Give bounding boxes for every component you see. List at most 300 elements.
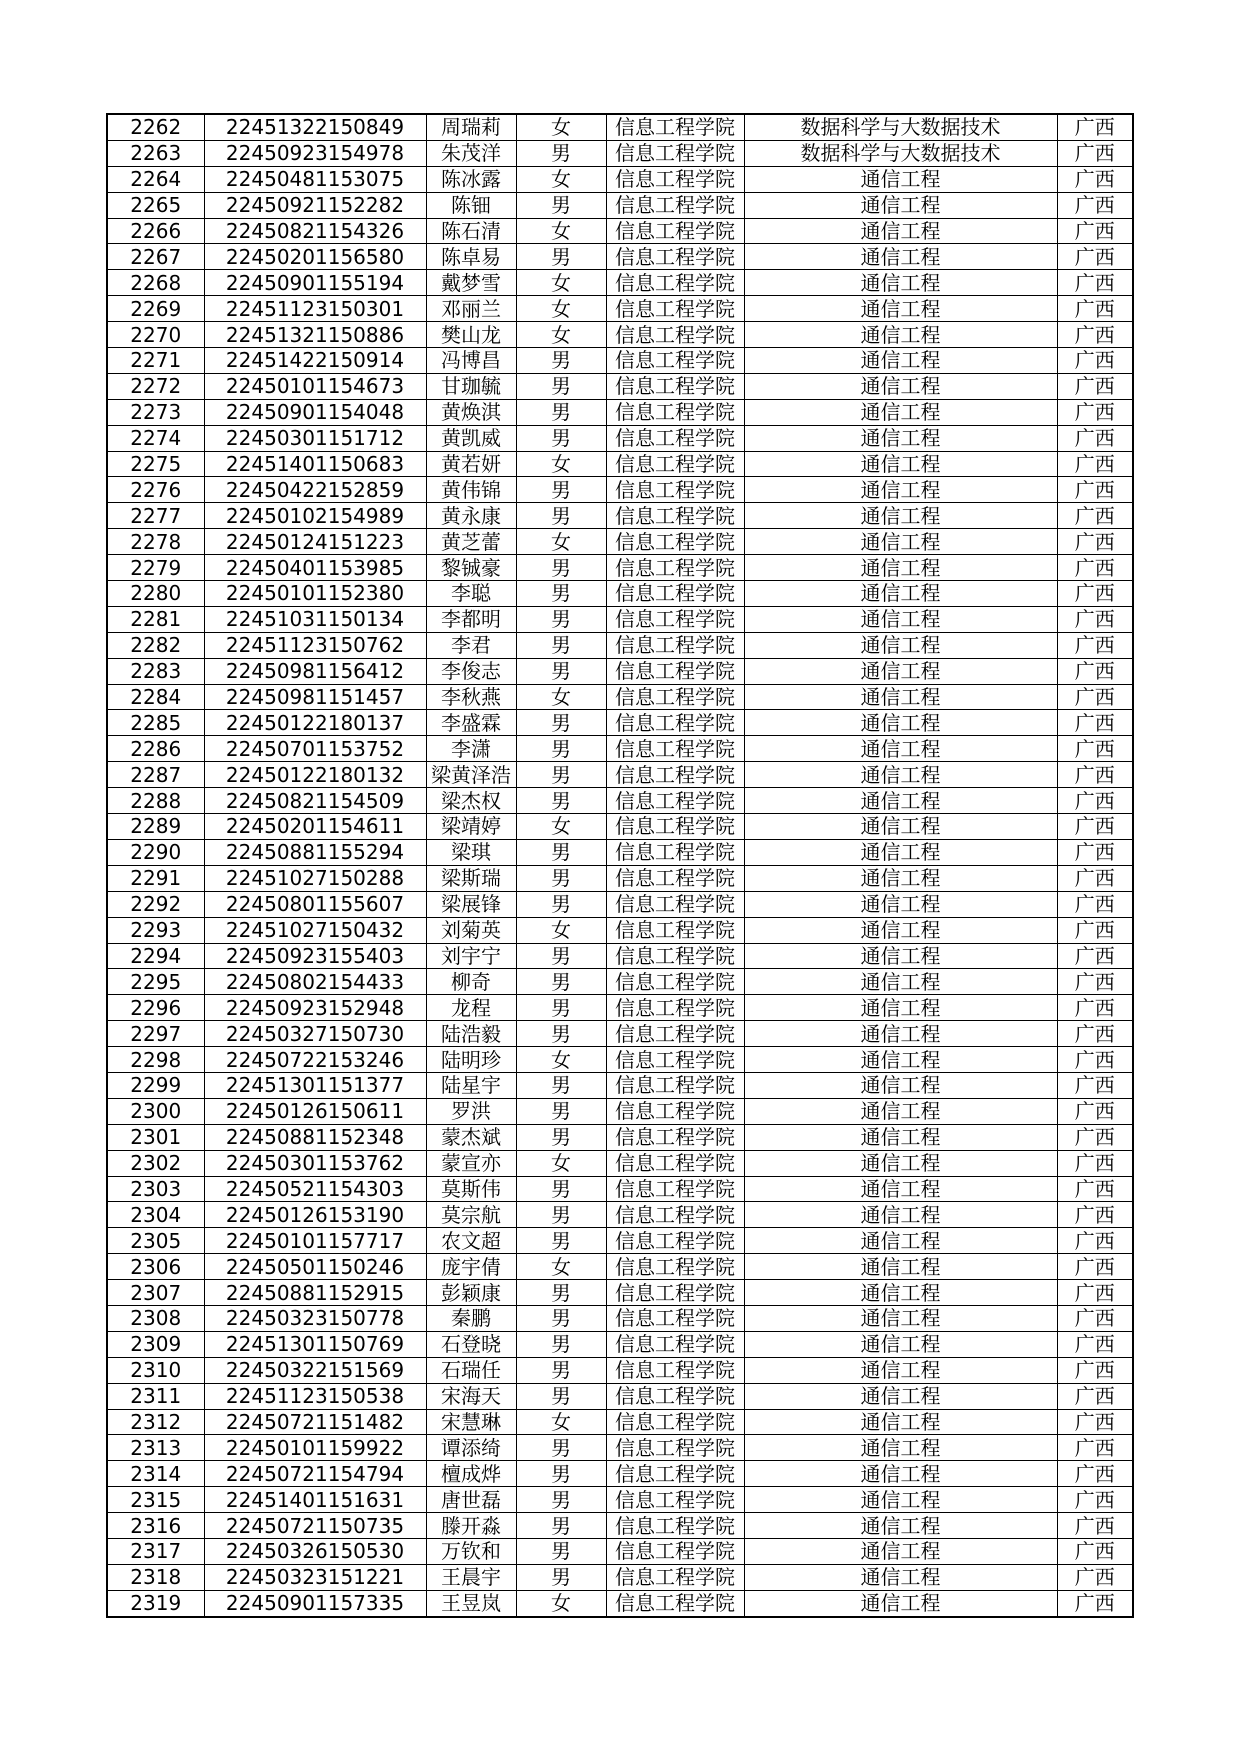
gender-cell: 男 [516,710,606,736]
student-id-cell: 22451301150769 [204,1331,426,1357]
table-row [107,1047,1133,1073]
gender-cell: 男 [516,1538,606,1564]
serial-number-cell: 2296 [107,995,204,1021]
serial-number-cell: 2309 [107,1331,204,1357]
name-cell: 罗洪 [426,1098,516,1124]
name-cell: 陆明珍 [426,1047,516,1073]
student-id-cell: 22450201156580 [204,244,426,270]
table-row [107,296,1133,322]
college-cell: 信息工程学院 [606,943,744,969]
table-row [107,891,1133,917]
table-row [107,762,1133,788]
serial-number-cell: 2284 [107,684,204,710]
college-cell: 信息工程学院 [606,1357,744,1383]
student-id-cell: 22451321150886 [204,322,426,348]
table-row [107,114,1133,140]
serial-number-cell: 2269 [107,296,204,322]
student-id-cell: 22450901157335 [204,1590,426,1616]
gender-cell: 女 [516,114,606,140]
name-cell: 农文超 [426,1228,516,1254]
major-cell: 通信工程 [744,1047,1057,1073]
serial-number-cell: 2313 [107,1435,204,1461]
name-cell: 梁琪 [426,839,516,865]
college-cell: 信息工程学院 [606,1150,744,1176]
province-cell: 广西 [1057,1590,1133,1616]
province-cell: 广西 [1057,270,1133,296]
college-cell: 信息工程学院 [606,658,744,684]
name-cell: 李秋燕 [426,684,516,710]
name-cell: 戴梦雪 [426,270,516,296]
serial-number-cell: 2290 [107,839,204,865]
major-cell: 通信工程 [744,296,1057,322]
province-cell: 广西 [1057,477,1133,503]
student-id-cell: 22451401151631 [204,1487,426,1513]
student-id-cell: 22450821154326 [204,218,426,244]
serial-number-cell: 2279 [107,555,204,581]
table-row [107,1228,1133,1254]
major-cell: 通信工程 [744,218,1057,244]
gender-cell: 男 [516,373,606,399]
serial-number-cell: 2298 [107,1047,204,1073]
table-row [107,555,1133,581]
serial-number-cell: 2265 [107,192,204,218]
name-cell: 滕开淼 [426,1513,516,1539]
name-cell: 梁黄泽浩 [426,762,516,788]
student-id-cell: 22450101157717 [204,1228,426,1254]
province-cell: 广西 [1057,632,1133,658]
table-row [107,581,1133,607]
province-cell: 广西 [1057,943,1133,969]
province-cell: 广西 [1057,218,1133,244]
name-cell: 陈卓易 [426,244,516,270]
serial-number-cell: 2282 [107,632,204,658]
college-cell: 信息工程学院 [606,891,744,917]
table-row [107,606,1133,632]
province-cell: 广西 [1057,814,1133,840]
student-id-cell: 22451123150762 [204,632,426,658]
table-row [107,632,1133,658]
student-id-cell: 22451401150683 [204,451,426,477]
table-row [107,529,1133,555]
college-cell: 信息工程学院 [606,451,744,477]
table-row [107,814,1133,840]
province-cell: 广西 [1057,1021,1133,1047]
gender-cell: 男 [516,140,606,166]
serial-number-cell: 2306 [107,1254,204,1280]
student-id-cell: 22450901155194 [204,270,426,296]
table-row [107,943,1133,969]
province-cell: 广西 [1057,373,1133,399]
province-cell: 广西 [1057,399,1133,425]
student-id-cell: 22450923152948 [204,995,426,1021]
gender-cell: 女 [516,296,606,322]
serial-number-cell: 2262 [107,114,204,140]
table-row [107,1435,1133,1461]
serial-number-cell: 2286 [107,736,204,762]
province-cell: 广西 [1057,865,1133,891]
college-cell: 信息工程学院 [606,969,744,995]
serial-number-cell: 2288 [107,788,204,814]
name-cell: 陈石清 [426,218,516,244]
major-cell: 通信工程 [744,762,1057,788]
province-cell: 广西 [1057,1383,1133,1409]
province-cell: 广西 [1057,1280,1133,1306]
major-cell: 通信工程 [744,1176,1057,1202]
college-cell: 信息工程学院 [606,814,744,840]
gender-cell: 男 [516,399,606,425]
name-cell: 周瑞莉 [426,114,516,140]
table-row [107,1098,1133,1124]
table-row [107,192,1133,218]
student-id-cell: 22450921152282 [204,192,426,218]
gender-cell: 男 [516,1487,606,1513]
major-cell: 通信工程 [744,1357,1057,1383]
student-id-cell: 22451322150849 [204,114,426,140]
major-cell: 通信工程 [744,270,1057,296]
gender-cell: 女 [516,1047,606,1073]
major-cell: 通信工程 [744,1280,1057,1306]
table-row [107,1461,1133,1487]
table-row [107,1072,1133,1098]
college-cell: 信息工程学院 [606,1228,744,1254]
student-id-cell: 22450322151569 [204,1357,426,1383]
province-cell: 广西 [1057,425,1133,451]
student-id-cell: 22450501150246 [204,1254,426,1280]
student-id-cell: 22450801155607 [204,891,426,917]
major-cell: 通信工程 [744,917,1057,943]
province-cell: 广西 [1057,451,1133,477]
serial-number-cell: 2310 [107,1357,204,1383]
name-cell: 李潇 [426,736,516,762]
table-row [107,684,1133,710]
province-cell: 广西 [1057,762,1133,788]
gender-cell: 男 [516,788,606,814]
college-cell: 信息工程学院 [606,684,744,710]
student-id-cell: 22450323150778 [204,1305,426,1331]
serial-number-cell: 2312 [107,1409,204,1435]
serial-number-cell: 2307 [107,1280,204,1306]
serial-number-cell: 2277 [107,503,204,529]
major-cell: 通信工程 [744,477,1057,503]
college-cell: 信息工程学院 [606,1098,744,1124]
province-cell: 广西 [1057,891,1133,917]
table-row [107,1124,1133,1150]
name-cell: 黄伟锦 [426,477,516,503]
serial-number-cell: 2271 [107,348,204,374]
province-cell: 广西 [1057,788,1133,814]
province-cell: 广西 [1057,322,1133,348]
gender-cell: 女 [516,684,606,710]
province-cell: 广西 [1057,1305,1133,1331]
college-cell: 信息工程学院 [606,1124,744,1150]
college-cell: 信息工程学院 [606,192,744,218]
student-id-cell: 22450923154978 [204,140,426,166]
gender-cell: 男 [516,969,606,995]
student-id-cell: 22451031150134 [204,606,426,632]
major-cell: 通信工程 [744,322,1057,348]
serial-number-cell: 2268 [107,270,204,296]
student-id-cell: 22450301153762 [204,1150,426,1176]
college-cell: 信息工程学院 [606,1435,744,1461]
major-cell: 通信工程 [744,1538,1057,1564]
name-cell: 宋慧琳 [426,1409,516,1435]
major-cell: 通信工程 [744,1021,1057,1047]
name-cell: 王昱岚 [426,1590,516,1616]
table-row [107,270,1133,296]
name-cell: 李聪 [426,581,516,607]
province-cell: 广西 [1057,503,1133,529]
student-id-cell: 22450301151712 [204,425,426,451]
college-cell: 信息工程学院 [606,1383,744,1409]
college-cell: 信息工程学院 [606,1047,744,1073]
major-cell: 通信工程 [744,555,1057,581]
name-cell: 邓丽兰 [426,296,516,322]
gender-cell: 男 [516,1383,606,1409]
college-cell: 信息工程学院 [606,995,744,1021]
student-id-cell: 22450201154611 [204,814,426,840]
gender-cell: 男 [516,839,606,865]
table-row [107,1254,1133,1280]
name-cell: 朱茂洋 [426,140,516,166]
gender-cell: 男 [516,943,606,969]
major-cell: 通信工程 [744,1409,1057,1435]
province-cell: 广西 [1057,606,1133,632]
name-cell: 刘宇宁 [426,943,516,969]
name-cell: 陆浩毅 [426,1021,516,1047]
gender-cell: 男 [516,425,606,451]
college-cell: 信息工程学院 [606,270,744,296]
serial-number-cell: 2274 [107,425,204,451]
gender-cell: 男 [516,632,606,658]
gender-cell: 男 [516,658,606,684]
major-cell: 通信工程 [744,839,1057,865]
table-row [107,1538,1133,1564]
table-row [107,865,1133,891]
college-cell: 信息工程学院 [606,296,744,322]
name-cell: 冯博昌 [426,348,516,374]
gender-cell: 女 [516,166,606,192]
major-cell: 通信工程 [744,581,1057,607]
serial-number-cell: 2293 [107,917,204,943]
college-cell: 信息工程学院 [606,399,744,425]
college-cell: 信息工程学院 [606,865,744,891]
student-id-cell: 22450122180132 [204,762,426,788]
major-cell: 通信工程 [744,373,1057,399]
major-cell: 通信工程 [744,451,1057,477]
student-id-cell: 22450881152348 [204,1124,426,1150]
serial-number-cell: 2297 [107,1021,204,1047]
college-cell: 信息工程学院 [606,606,744,632]
major-cell: 通信工程 [744,684,1057,710]
college-cell: 信息工程学院 [606,1409,744,1435]
gender-cell: 男 [516,995,606,1021]
province-cell: 广西 [1057,1150,1133,1176]
table-row [107,839,1133,865]
college-cell: 信息工程学院 [606,1176,744,1202]
serial-number-cell: 2301 [107,1124,204,1150]
gender-cell: 男 [516,1176,606,1202]
student-id-cell: 22451027150288 [204,865,426,891]
name-cell: 万钦和 [426,1538,516,1564]
name-cell: 樊山龙 [426,322,516,348]
college-cell: 信息工程学院 [606,1590,744,1616]
province-cell: 广西 [1057,1254,1133,1280]
college-cell: 信息工程学院 [606,218,744,244]
province-cell: 广西 [1057,296,1133,322]
name-cell: 石登晓 [426,1331,516,1357]
table-row [107,736,1133,762]
serial-number-cell: 2278 [107,529,204,555]
college-cell: 信息工程学院 [606,1280,744,1306]
serial-number-cell: 2319 [107,1590,204,1616]
student-id-cell: 22451027150432 [204,917,426,943]
serial-number-cell: 2281 [107,606,204,632]
major-cell: 通信工程 [744,1254,1057,1280]
gender-cell: 女 [516,529,606,555]
table-row [107,503,1133,529]
serial-number-cell: 2299 [107,1072,204,1098]
student-id-cell: 22450721150735 [204,1513,426,1539]
student-id-cell: 22450721151482 [204,1409,426,1435]
province-cell: 广西 [1057,1072,1133,1098]
province-cell: 广西 [1057,1435,1133,1461]
major-cell: 通信工程 [744,1228,1057,1254]
name-cell: 李盛霖 [426,710,516,736]
gender-cell: 男 [516,555,606,581]
student-id-cell: 22450101152380 [204,581,426,607]
student-table [106,113,1134,1618]
name-cell: 宋海天 [426,1383,516,1409]
student-id-cell: 22450881152915 [204,1280,426,1306]
gender-cell: 男 [516,348,606,374]
major-cell: 通信工程 [744,1305,1057,1331]
province-cell: 广西 [1057,995,1133,1021]
province-cell: 广西 [1057,581,1133,607]
name-cell: 柳奇 [426,969,516,995]
major-cell: 通信工程 [744,969,1057,995]
name-cell: 龙程 [426,995,516,1021]
name-cell: 彭颖康 [426,1280,516,1306]
gender-cell: 男 [516,1331,606,1357]
province-cell: 广西 [1057,710,1133,736]
province-cell: 广西 [1057,1124,1133,1150]
serial-number-cell: 2318 [107,1564,204,1590]
name-cell: 李都明 [426,606,516,632]
gender-cell: 女 [516,1150,606,1176]
name-cell: 李君 [426,632,516,658]
gender-cell: 男 [516,1280,606,1306]
province-cell: 广西 [1057,140,1133,166]
gender-cell: 男 [516,244,606,270]
college-cell: 信息工程学院 [606,1072,744,1098]
major-cell: 通信工程 [744,814,1057,840]
college-cell: 信息工程学院 [606,503,744,529]
college-cell: 信息工程学院 [606,555,744,581]
serial-number-cell: 2317 [107,1538,204,1564]
name-cell: 刘菊英 [426,917,516,943]
serial-number-cell: 2273 [107,399,204,425]
major-cell: 通信工程 [744,943,1057,969]
table-row [107,1513,1133,1539]
serial-number-cell: 2305 [107,1228,204,1254]
table-row [107,658,1133,684]
province-cell: 广西 [1057,1098,1133,1124]
student-id-cell: 22450327150730 [204,1021,426,1047]
major-cell: 通信工程 [744,1564,1057,1590]
table-row [107,425,1133,451]
gender-cell: 女 [516,1590,606,1616]
name-cell: 蒙杰斌 [426,1124,516,1150]
serial-number-cell: 2311 [107,1383,204,1409]
major-cell: 通信工程 [744,1331,1057,1357]
name-cell: 梁靖婷 [426,814,516,840]
college-cell: 信息工程学院 [606,322,744,348]
name-cell: 陆星宇 [426,1072,516,1098]
table-row [107,451,1133,477]
table-row [107,1487,1133,1513]
table-row [107,1202,1133,1228]
name-cell: 梁展锋 [426,891,516,917]
serial-number-cell: 2308 [107,1305,204,1331]
name-cell: 莫斯伟 [426,1176,516,1202]
name-cell: 蒙宣亦 [426,1150,516,1176]
major-cell: 通信工程 [744,995,1057,1021]
serial-number-cell: 2275 [107,451,204,477]
province-cell: 广西 [1057,1461,1133,1487]
province-cell: 广西 [1057,529,1133,555]
student-id-cell: 22450101159922 [204,1435,426,1461]
student-id-cell: 22450981151457 [204,684,426,710]
province-cell: 广西 [1057,1538,1133,1564]
gender-cell: 男 [516,1021,606,1047]
name-cell: 王晨宇 [426,1564,516,1590]
serial-number-cell: 2315 [107,1487,204,1513]
serial-number-cell: 2294 [107,943,204,969]
gender-cell: 男 [516,503,606,529]
gender-cell: 男 [516,1124,606,1150]
major-cell: 通信工程 [744,788,1057,814]
serial-number-cell: 2267 [107,244,204,270]
gender-cell: 女 [516,218,606,244]
name-cell: 陈钿 [426,192,516,218]
gender-cell: 女 [516,814,606,840]
major-cell: 通信工程 [744,1590,1057,1616]
table-row [107,348,1133,374]
serial-number-cell: 2285 [107,710,204,736]
college-cell: 信息工程学院 [606,762,744,788]
major-cell: 通信工程 [744,891,1057,917]
table-row [107,373,1133,399]
gender-cell: 男 [516,192,606,218]
serial-number-cell: 2314 [107,1461,204,1487]
major-cell: 通信工程 [744,606,1057,632]
gender-cell: 女 [516,270,606,296]
serial-number-cell: 2304 [107,1202,204,1228]
table-row [107,1331,1133,1357]
province-cell: 广西 [1057,1202,1133,1228]
serial-number-cell: 2266 [107,218,204,244]
college-cell: 信息工程学院 [606,1461,744,1487]
major-cell: 通信工程 [744,1150,1057,1176]
student-id-cell: 22450481153075 [204,166,426,192]
table-row [107,244,1133,270]
province-cell: 广西 [1057,244,1133,270]
major-cell: 通信工程 [744,503,1057,529]
major-cell: 数据科学与大数据技术 [744,114,1057,140]
serial-number-cell: 2272 [107,373,204,399]
student-id-cell: 22451301151377 [204,1072,426,1098]
gender-cell: 男 [516,1072,606,1098]
